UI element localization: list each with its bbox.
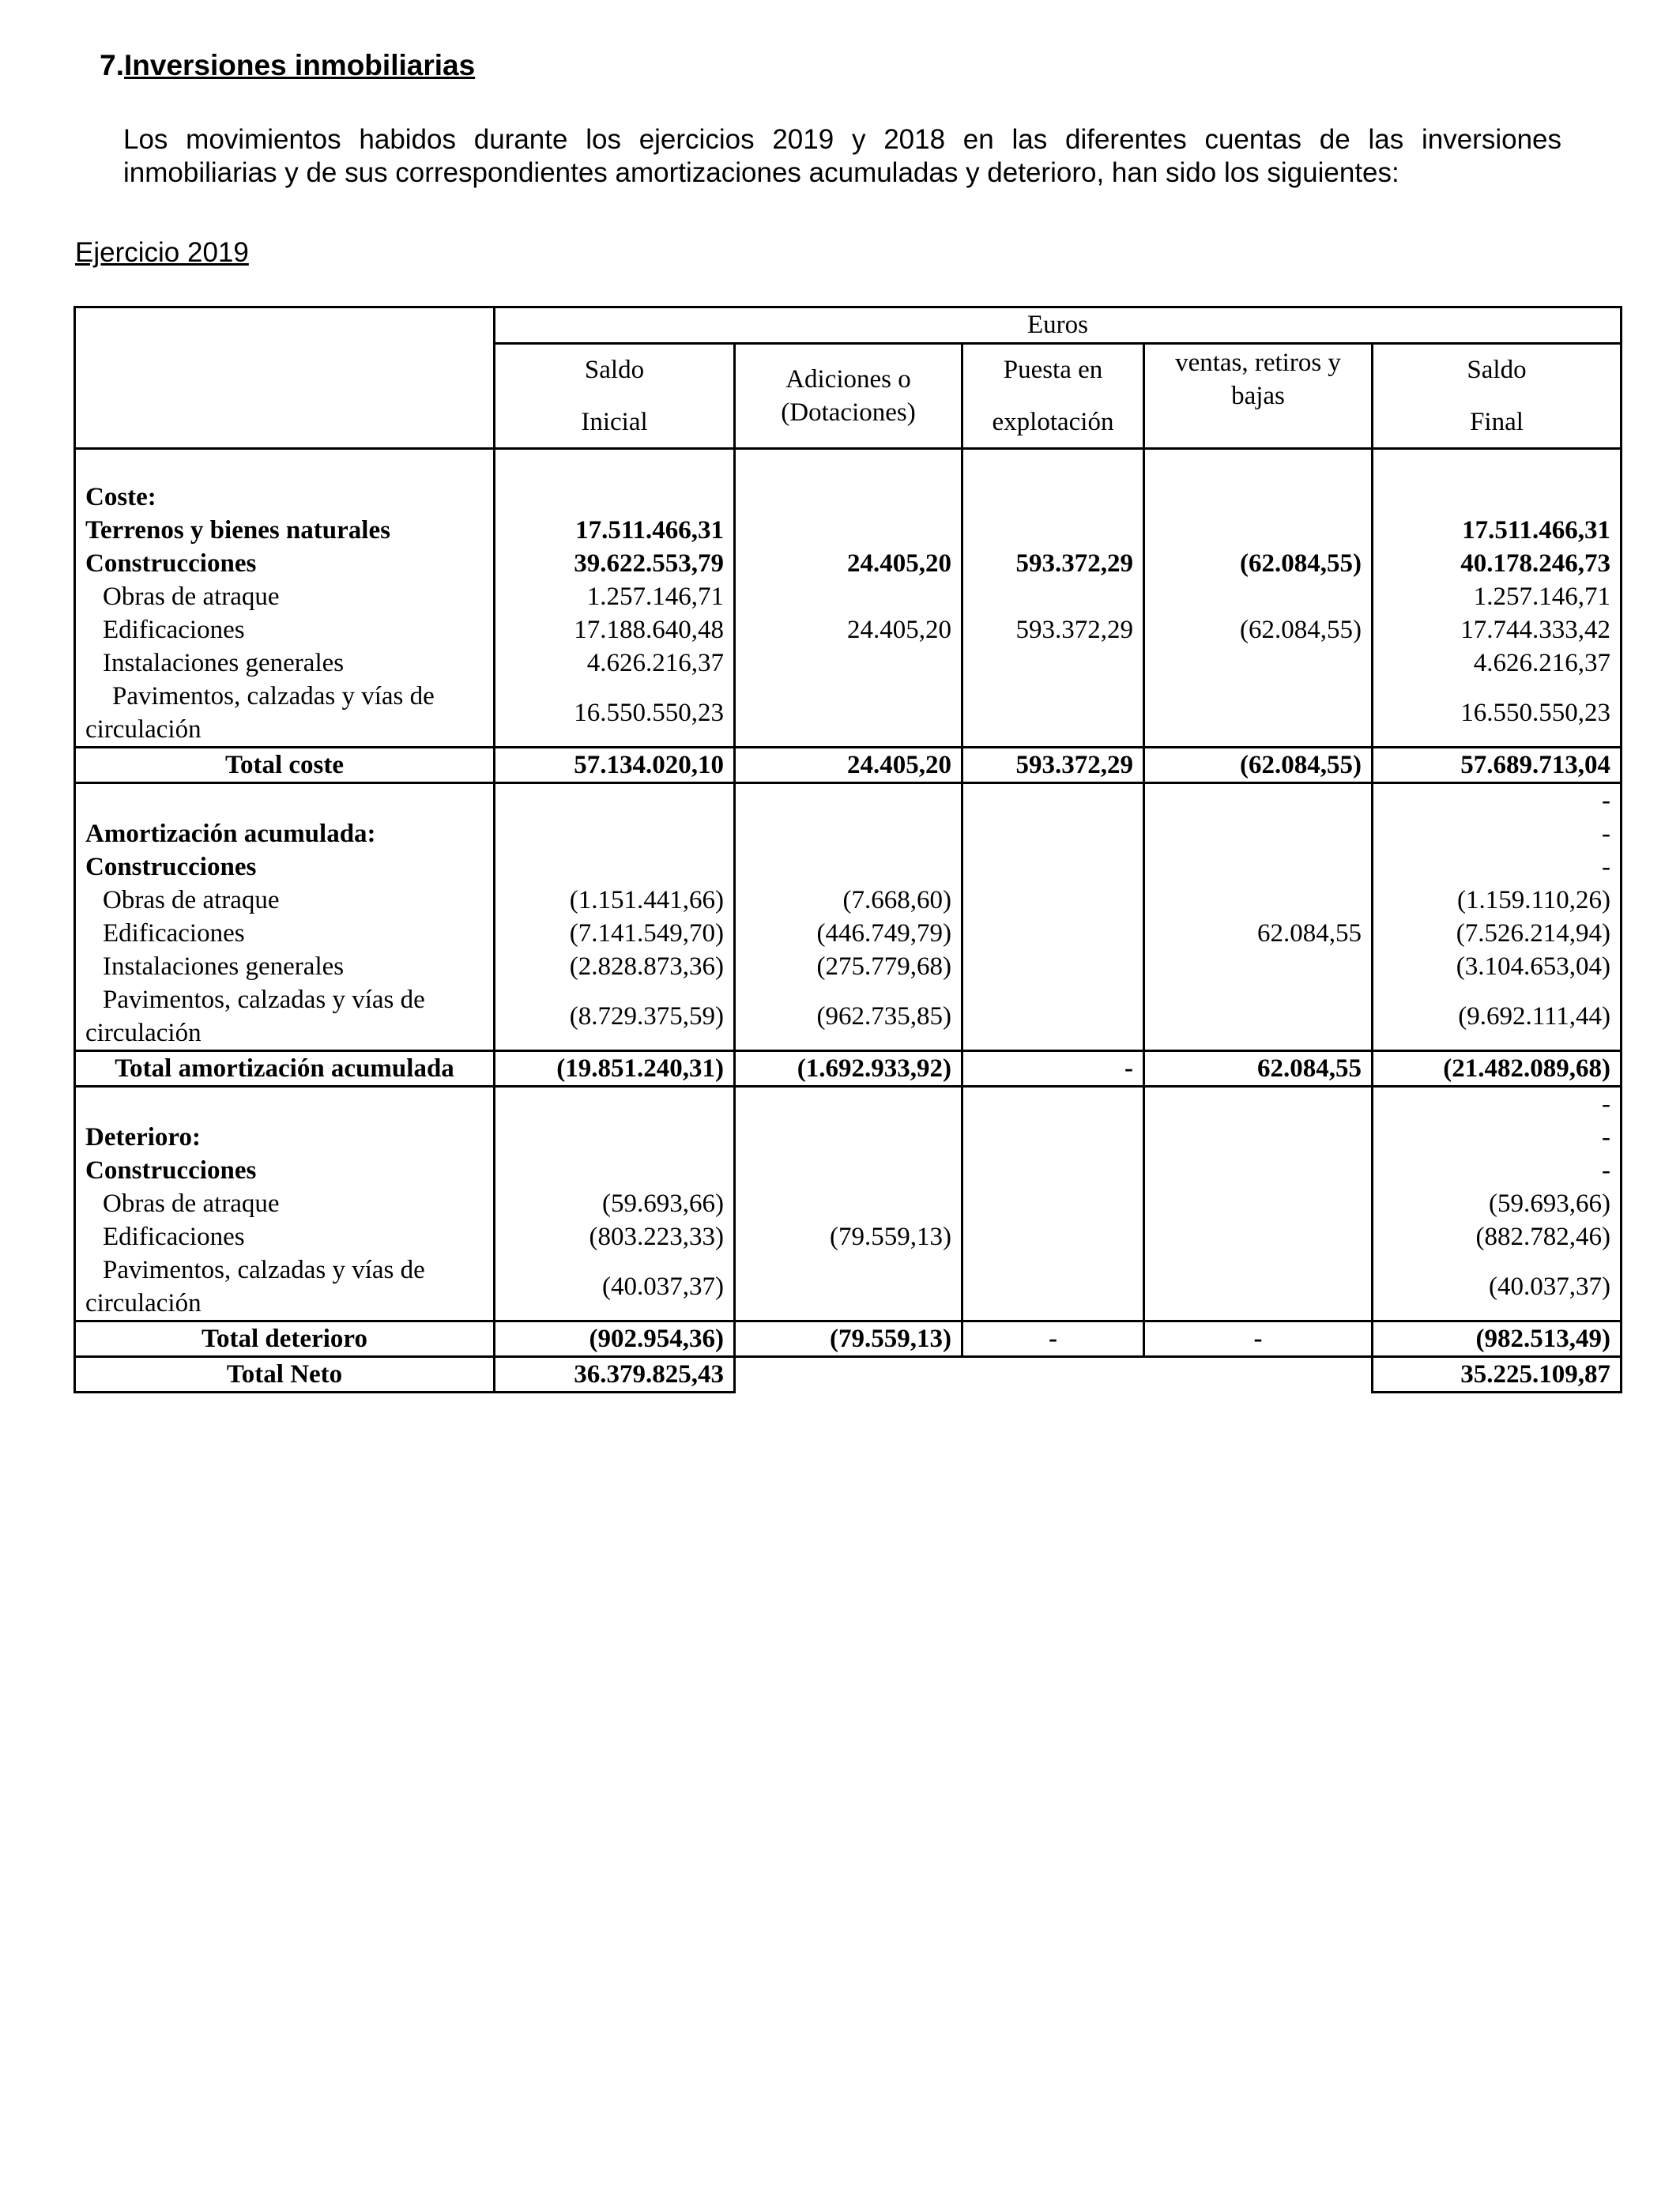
col-header-line: Saldo <box>584 356 645 384</box>
col-header-line: bajas <box>1231 382 1285 410</box>
section-number: 7. <box>100 49 124 81</box>
row-label: Instalaciones generales <box>75 647 495 680</box>
cell: 17.188.640,48 <box>495 613 735 647</box>
total-label: Total amortización acumulada <box>75 1050 495 1086</box>
row-label <box>75 680 495 748</box>
col-header-line: ventas, retiros y <box>1175 349 1341 377</box>
row-label: Construcciones <box>75 547 495 580</box>
cell <box>1144 983 1373 1051</box>
row-label-line: circulación <box>85 714 202 744</box>
cell: (962.735,85) <box>735 983 962 1051</box>
cell: 1.257.146,71 <box>495 580 735 613</box>
row-label <box>75 1253 495 1321</box>
cell <box>735 580 962 613</box>
row-label: Edificaciones <box>75 1220 495 1253</box>
table-row <box>75 514 1622 547</box>
cell: 36.379.825,43 <box>495 1356 735 1392</box>
cell <box>962 1253 1144 1321</box>
total-row <box>75 747 1622 782</box>
section-title: Inversiones inmobiliarias <box>124 49 476 81</box>
cell: 16.550.550,23 <box>1373 680 1622 748</box>
table-row <box>75 613 1622 647</box>
table-row <box>75 917 1622 950</box>
coste-label: Coste: <box>75 481 495 514</box>
amortizacion-sub-label: Construcciones <box>75 850 495 884</box>
cell: (8.729.375,59) <box>495 983 735 1051</box>
cell <box>735 647 962 680</box>
dash-cell: - <box>1373 1121 1622 1154</box>
cell <box>735 1253 962 1321</box>
deterioro-sub-label: Construcciones <box>75 1154 495 1187</box>
cell <box>735 1187 962 1220</box>
col-header-line: Inicial <box>581 408 648 436</box>
dash-cell: - <box>1373 1154 1622 1187</box>
cell: 39.622.553,79 <box>495 547 735 580</box>
empty-cell <box>735 1356 1373 1392</box>
row-label <box>75 983 495 1051</box>
row-label: Edificaciones <box>75 613 495 647</box>
cell: 40.178.246,73 <box>1373 547 1622 580</box>
table-row <box>75 680 1622 748</box>
row-label: Terrenos y bienes naturales <box>75 514 495 547</box>
cell: 593.372,29 <box>962 613 1144 647</box>
dash-cell: - <box>1373 817 1622 850</box>
cell: (7.141.549,70) <box>495 917 735 950</box>
total-neto-row <box>75 1356 1622 1392</box>
cell <box>1144 580 1373 613</box>
cell: (882.782,46) <box>1373 1220 1622 1253</box>
exercise-subtitle: Ejercicio 2019 <box>75 237 249 268</box>
cell <box>1144 884 1373 917</box>
table-row <box>75 983 1622 1051</box>
cell: (1.159.110,26) <box>1373 884 1622 917</box>
total-label: Total coste <box>75 747 495 782</box>
col-header-line: (Dotaciones) <box>781 398 916 427</box>
cell: (803.223,33) <box>495 1220 735 1253</box>
cell: 62.084,55 <box>1144 1050 1373 1086</box>
spacer-cell <box>75 1086 495 1121</box>
col-header-line: Puesta en <box>1003 356 1103 384</box>
amortizacion-label: Amortización acumulada: <box>75 817 495 850</box>
cell: 62.084,55 <box>1144 917 1373 950</box>
row-label-line: Pavimentos, calzadas y vías de <box>112 681 435 711</box>
cell: 593.372,29 <box>962 547 1144 580</box>
cell <box>1144 1253 1373 1321</box>
cell: 17.511.466,31 <box>1373 514 1622 547</box>
currency-header: Euros <box>495 307 1622 344</box>
cell: (59.693,66) <box>1373 1187 1622 1220</box>
cell: (982.513,49) <box>1373 1321 1622 1356</box>
col-header-line: explotación <box>992 408 1114 436</box>
cell: 35.225.109,87 <box>1373 1356 1622 1392</box>
col-header-line: Final <box>1470 408 1524 436</box>
table-row <box>75 884 1622 917</box>
cell <box>962 680 1144 748</box>
cell: (40.037,37) <box>1373 1253 1622 1321</box>
cell: 24.405,20 <box>735 613 962 647</box>
cell: (79.559,13) <box>735 1321 962 1356</box>
row-label: Edificaciones <box>75 917 495 950</box>
table-row <box>75 950 1622 983</box>
cell: (62.084,55) <box>1144 613 1373 647</box>
total-label: Total deterioro <box>75 1321 495 1356</box>
deterioro-label: Deterioro: <box>75 1121 495 1154</box>
row-label: Obras de atraque <box>75 580 495 613</box>
col-header-ventas <box>1144 344 1373 449</box>
spacer-cell <box>75 782 495 817</box>
cell: (40.037,37) <box>495 1253 735 1321</box>
cell <box>1144 680 1373 748</box>
cell: 593.372,29 <box>962 747 1144 782</box>
cell <box>735 514 962 547</box>
dash-cell: - <box>1373 1086 1622 1121</box>
cell: 17.744.333,42 <box>1373 613 1622 647</box>
cell: (19.851.240,31) <box>495 1050 735 1086</box>
row-label-line: Pavimentos, calzadas y vías de <box>103 1255 425 1284</box>
cell: (62.084,55) <box>1144 747 1373 782</box>
cell <box>962 917 1144 950</box>
row-label: Obras de atraque <box>75 884 495 917</box>
col-header-puesta <box>962 344 1144 449</box>
cell: (7.668,60) <box>735 884 962 917</box>
col-header-saldo-inicial <box>495 344 735 449</box>
cell <box>962 1220 1144 1253</box>
cell <box>962 647 1144 680</box>
cell <box>962 983 1144 1051</box>
cell: - <box>1144 1321 1373 1356</box>
table-row <box>75 580 1622 613</box>
row-label: Instalaciones generales <box>75 950 495 983</box>
total-label: Total Neto <box>75 1356 495 1392</box>
cell <box>962 580 1144 613</box>
total-row <box>75 1050 1622 1086</box>
cell <box>1144 514 1373 547</box>
cell: (902.954,36) <box>495 1321 735 1356</box>
cell: (1.692.933,92) <box>735 1050 962 1086</box>
total-row <box>75 1321 1622 1356</box>
row-label: Obras de atraque <box>75 1187 495 1220</box>
cell <box>962 514 1144 547</box>
col-header-saldo-final <box>1373 344 1622 449</box>
header-blank-cell <box>75 307 495 449</box>
dash-cell: - <box>1373 850 1622 884</box>
cell: 1.257.146,71 <box>1373 580 1622 613</box>
investment-movements-table <box>73 306 1622 1393</box>
cell <box>1144 1220 1373 1253</box>
table-row <box>75 1220 1622 1253</box>
cell: (62.084,55) <box>1144 547 1373 580</box>
table-row <box>75 647 1622 680</box>
cell: 16.550.550,23 <box>495 680 735 748</box>
col-header-adiciones <box>735 344 962 449</box>
col-header-line: Saldo <box>1467 356 1527 384</box>
cell: - <box>962 1050 1144 1086</box>
row-label-line: Pavimentos, calzadas y vías de <box>103 985 425 1014</box>
cell <box>735 680 962 748</box>
cell: 57.134.020,10 <box>495 747 735 782</box>
col-header-line: Adiciones o <box>785 365 911 394</box>
intro-line: inmobiliarias y de sus correspondientes amortizaciones acumuladas y deterioro, han sido los siguientes: <box>123 157 1399 188</box>
section-label-coste <box>75 449 495 481</box>
cell: 4.626.216,37 <box>495 647 735 680</box>
cell: (7.526.214,94) <box>1373 917 1622 950</box>
section-heading <box>54 49 475 82</box>
cell <box>962 884 1144 917</box>
cell: (2.828.873,36) <box>495 950 735 983</box>
cell: (1.151.441,66) <box>495 884 735 917</box>
cell <box>1144 950 1373 983</box>
cell <box>1144 647 1373 680</box>
cell <box>962 1187 1144 1220</box>
dash-cell: - <box>1373 782 1622 817</box>
cell: - <box>962 1321 1144 1356</box>
intro-paragraph <box>123 123 1561 190</box>
cell <box>1144 1187 1373 1220</box>
cell: (21.482.089,68) <box>1373 1050 1622 1086</box>
table-row <box>75 547 1622 580</box>
row-label-line: circulación <box>85 1018 202 1047</box>
cell: (3.104.653,04) <box>1373 950 1622 983</box>
table-row <box>75 1187 1622 1220</box>
cell: (59.693,66) <box>495 1187 735 1220</box>
row-label-line: circulación <box>85 1288 202 1318</box>
cell: 24.405,20 <box>735 547 962 580</box>
cell: 57.689.713,04 <box>1373 747 1622 782</box>
cell: (9.692.111,44) <box>1373 983 1622 1051</box>
cell: (275.779,68) <box>735 950 962 983</box>
cell: 17.511.466,31 <box>495 514 735 547</box>
cell: (446.749,79) <box>735 917 962 950</box>
cell <box>962 950 1144 983</box>
cell: 4.626.216,37 <box>1373 647 1622 680</box>
intro-line: Los movimientos habidos durante los ejercicios 2019 y 2018 en las diferentes cuentas de las inversiones <box>123 124 1561 155</box>
table-row <box>75 1253 1622 1321</box>
cell: (79.559,13) <box>735 1220 962 1253</box>
cell: 24.405,20 <box>735 747 962 782</box>
